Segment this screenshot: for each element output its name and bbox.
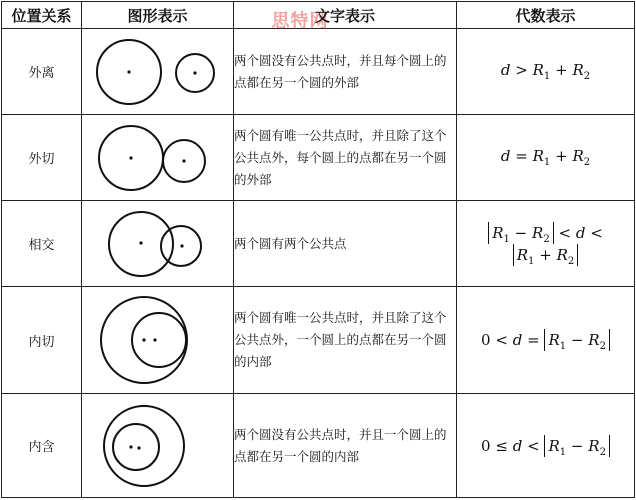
- abs-difference: $R_1 - R_2$: [544, 435, 609, 457]
- figure-separate: [82, 29, 234, 115]
- center-dot: [193, 71, 196, 74]
- position-label: 内切: [2, 287, 82, 394]
- circle-small: [113, 424, 159, 470]
- description: 两个圆没有公共点时，并且一个圆上的点都在另一个圆的内部: [234, 394, 457, 498]
- description: 两个圆没有公共点时，并且每个圆上的点都在另一个圆的外部: [234, 29, 457, 115]
- center-dot: [180, 244, 183, 247]
- header-row: [2, 2, 635, 29]
- abs-sum: $R_1 + R_2$: [513, 244, 578, 266]
- position-label: 外切: [2, 115, 82, 201]
- figure-internal-tangent: [82, 287, 234, 394]
- center-dot: [129, 445, 132, 448]
- circles-tangent-diagram: [83, 116, 233, 200]
- formula-external-tangent: $d = R_1 + R_2$: [457, 115, 635, 201]
- center-dot: [142, 338, 145, 341]
- circles-separate-diagram: [83, 30, 233, 114]
- formula-internal-tangent: $0 < d = R_1 - R_2$: [457, 287, 635, 394]
- circle-large: [104, 406, 184, 486]
- circle-relations-table: [1, 1, 635, 498]
- center-dot: [139, 241, 142, 244]
- header-figure: 图形表示 思特网: [82, 2, 234, 29]
- center-dot: [127, 70, 130, 73]
- circles-internal-tangent-diagram: [83, 288, 233, 392]
- row-separate: [2, 29, 635, 115]
- watermark-logo: 思特网: [271, 11, 329, 32]
- header-algebra: 代数表示: [457, 2, 635, 29]
- center-dot: [182, 159, 185, 162]
- circles-intersecting-diagram: [83, 202, 233, 286]
- abs-difference: $R_1 - R_2$: [544, 329, 609, 351]
- row-internal-tangent: [2, 287, 635, 394]
- description: 两个圆有两个公共点: [234, 201, 457, 287]
- row-contained: [2, 394, 635, 498]
- circles-contained-diagram: [83, 395, 233, 497]
- center-dot: [129, 156, 132, 159]
- formula-separate: $d > R_1 + R_2$: [457, 29, 635, 115]
- row-intersecting: [2, 201, 635, 287]
- figure-contained: [82, 394, 234, 498]
- circle-small: [132, 313, 186, 367]
- figure-intersecting: [82, 201, 234, 287]
- position-label: 相交: [2, 201, 82, 287]
- formula-contained: $0 \le d < R_1 - R_2$: [457, 394, 635, 498]
- abs-difference: $R_1 - R_2$: [488, 222, 553, 244]
- description: 两个圆有唯一公共点时，并且除了这个公共点外，每个圆上的点都在另一个圆的外部: [234, 115, 457, 201]
- figure-external-tangent: [82, 115, 234, 201]
- header-position: 位置关系: [2, 2, 82, 29]
- position-label: 外离: [2, 29, 82, 115]
- position-label: 内含: [2, 394, 82, 498]
- center-dot: [137, 446, 140, 449]
- center-dot: [153, 338, 156, 341]
- header-text: 文字表示: [234, 2, 457, 29]
- formula-intersecting: $R_1 - R_2 < d < R_1 + R_2$: [457, 201, 635, 287]
- description: 两个圆有唯一公共点时，并且除了这个公共点外，一个圆上的点都在另一个圆的内部: [234, 287, 457, 394]
- row-external-tangent: [2, 115, 635, 201]
